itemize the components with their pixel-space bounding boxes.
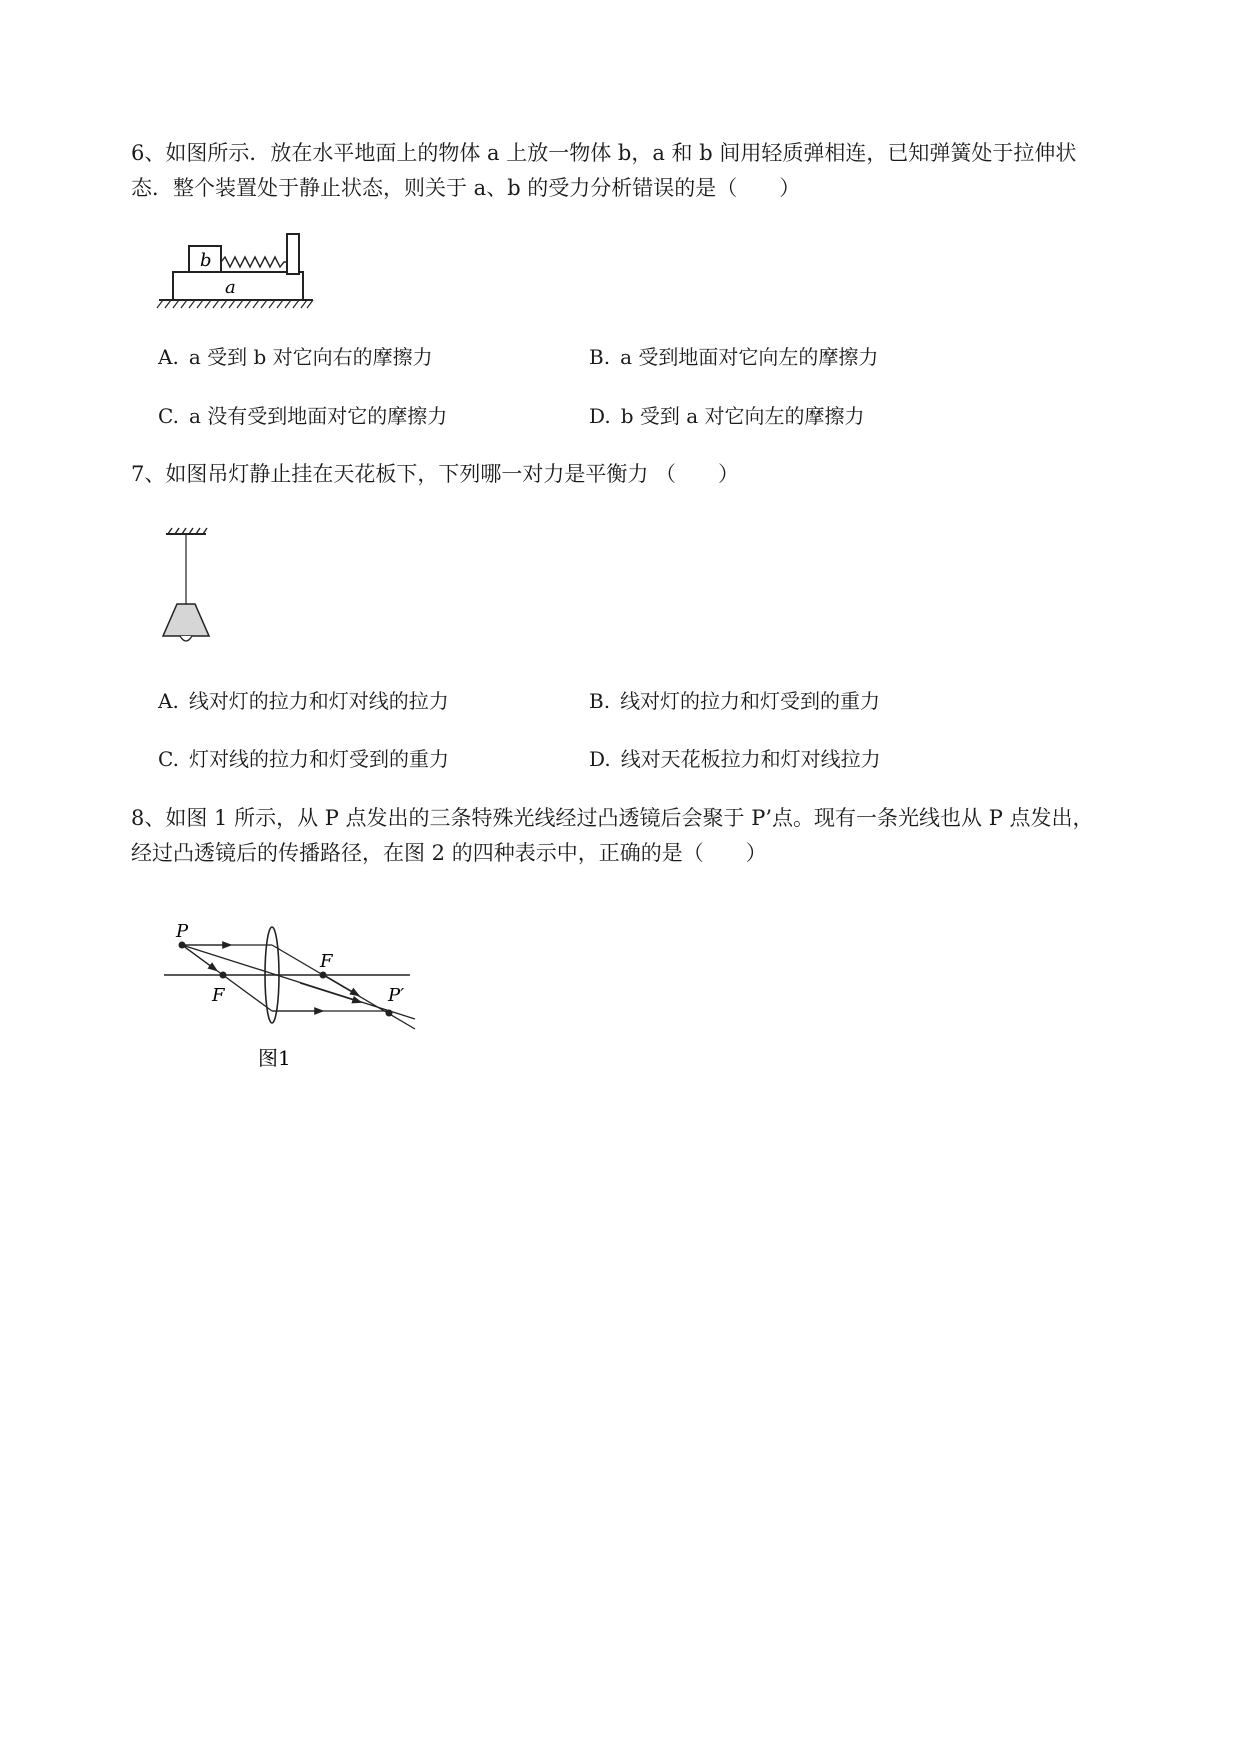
question-7-option-c[interactable]	[158, 744, 449, 774]
focus-right-point	[320, 972, 327, 979]
option-letter: C.	[158, 404, 179, 428]
question-7-stem-line1: 7、如图吊灯静止挂在天花板下，下列哪一对力是平衡力 （ ）	[131, 462, 740, 486]
question-6-option-d[interactable]	[589, 401, 865, 431]
option-text: b 受到 a 对它向左的摩擦力	[620, 404, 865, 428]
option-letter: B.	[589, 345, 611, 369]
question-6-option-b[interactable]	[589, 342, 878, 372]
ray-arrow	[300, 983, 360, 1002]
block-a	[173, 272, 303, 300]
question-6-option-c[interactable]	[158, 401, 447, 431]
option-letter: A.	[158, 345, 179, 369]
option-letter: B.	[589, 689, 611, 713]
spring	[221, 257, 287, 267]
label-focus-right: F	[320, 951, 333, 972]
question-8-stem-line2: 经过凸透镜后的传播路径，在图 2 的四种表示中，正确的是（ ）	[131, 841, 767, 865]
option-letter: A.	[158, 689, 179, 713]
hanging-lamp-diagram	[160, 528, 220, 648]
option-text: 线对天花板拉力和灯对线拉力	[620, 747, 881, 771]
option-text: a 没有受到地面对它的摩擦力	[188, 404, 448, 428]
lamp-bulb	[180, 636, 192, 641]
option-letter: D.	[589, 404, 611, 428]
lamp-shade	[163, 604, 209, 636]
focus-left-point	[220, 972, 227, 979]
option-text: a 受到 b 对它向右的摩擦力	[188, 345, 433, 369]
option-text: a 受到地面对它向左的摩擦力	[620, 345, 879, 369]
question-7-option-b[interactable]	[589, 686, 880, 716]
ground-hatching	[157, 300, 313, 308]
question-7-option-d[interactable]	[589, 744, 881, 774]
ray-through-centre	[182, 945, 415, 1019]
question-8-stem-line1: 8、如图 1 所示，从 P 点发出的三条特殊光线经过凸透镜后会聚于 P’点。现有一条光线也从 P 点发出，	[131, 806, 1094, 830]
label-b: b	[200, 250, 212, 271]
point-p	[179, 942, 186, 949]
option-text: 线对灯的拉力和灯受到的重力	[620, 689, 881, 713]
convex-lens-ray-diagram	[160, 915, 425, 1075]
option-text: 线对灯的拉力和灯对线的拉力	[188, 689, 449, 713]
image-point	[386, 1010, 393, 1017]
question-6-option-a[interactable]	[158, 342, 433, 372]
spring-block-diagram	[155, 228, 320, 313]
question-6-stem-line1: 6、如图所示．放在水平地面上的物体 a 上放一物体 b，a 和 b 间用轻质弹相连，已知弹簧处于拉伸状	[131, 141, 1077, 165]
option-letter: C.	[158, 747, 179, 771]
option-text: 灯对线的拉力和灯受到的重力	[188, 747, 449, 771]
label-p: P	[176, 921, 189, 942]
block-wall	[287, 234, 299, 274]
question-7-option-a[interactable]	[158, 686, 449, 716]
label-focus-left: F	[212, 985, 225, 1006]
label-image-point: P′	[388, 985, 405, 1006]
ray-arrow	[182, 945, 216, 970]
figure-caption: 图1	[258, 1046, 291, 1070]
option-letter: D.	[589, 747, 611, 771]
label-a: a	[225, 277, 236, 298]
question-6-stem-line2: 态．整个装置处于静止状态，则关于 a、b 的受力分析错误的是（ ）	[131, 176, 801, 200]
